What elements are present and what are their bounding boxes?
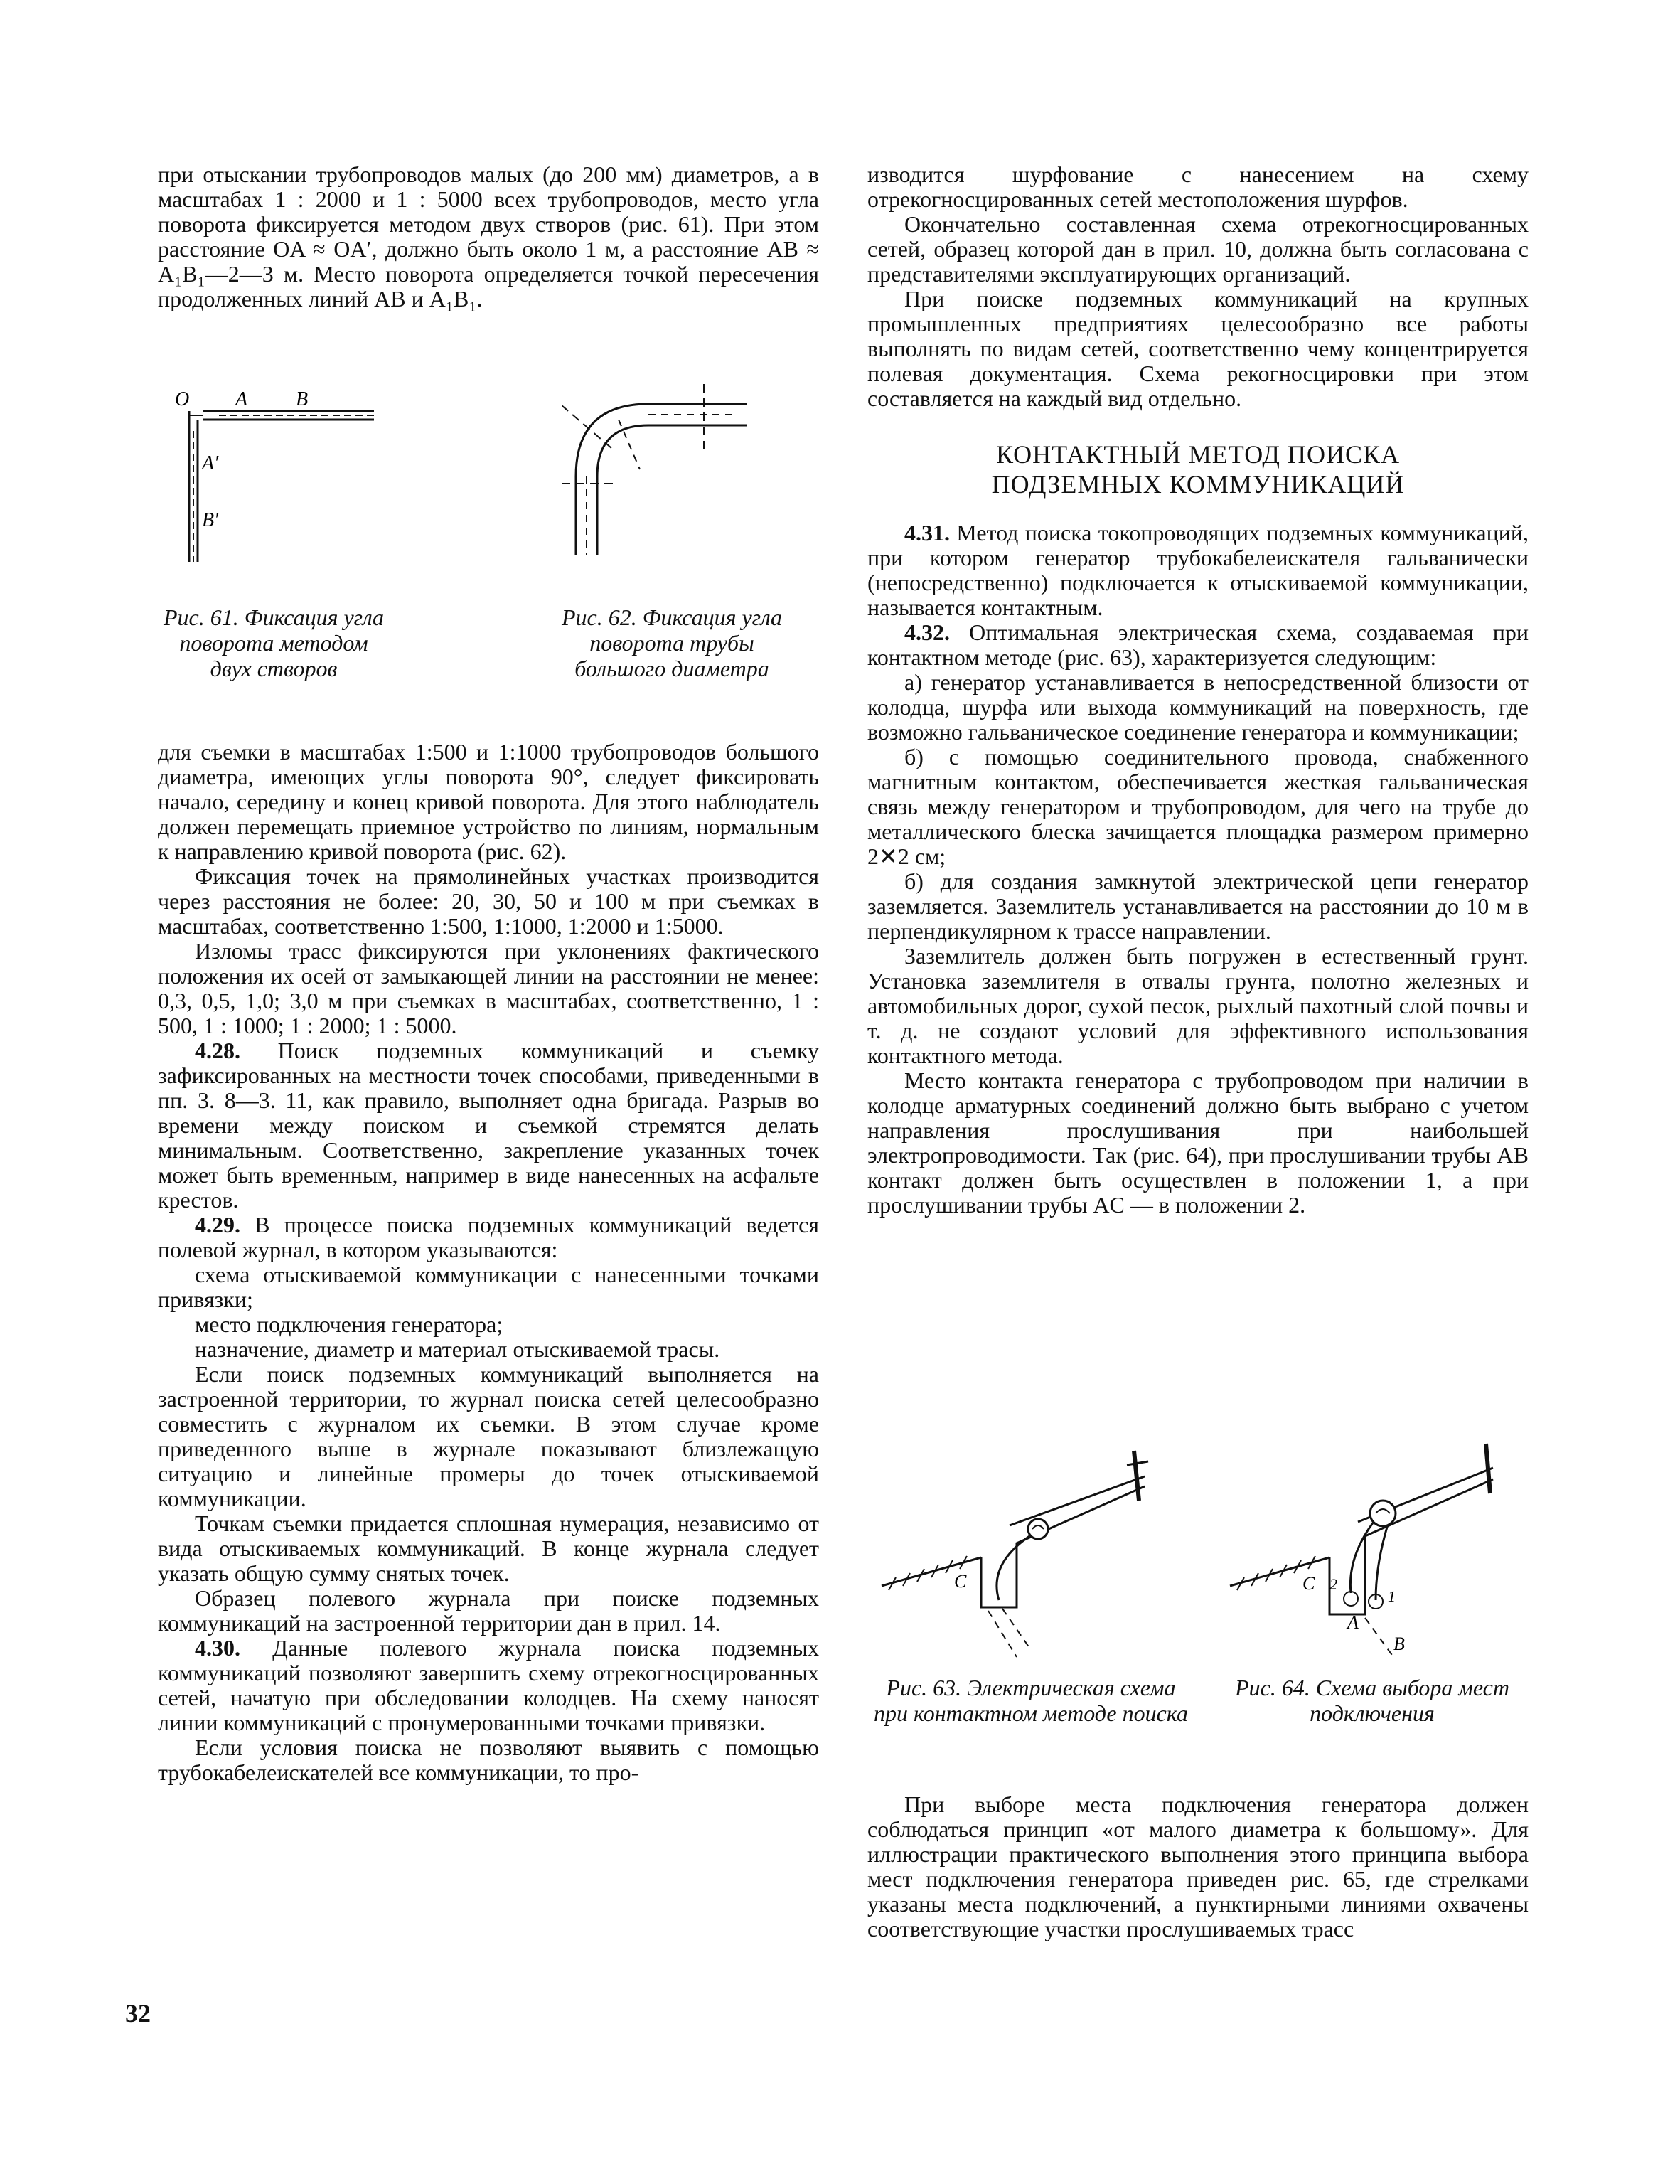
paragraph: Заземлитель должен быть погружен в естественный грунт. Установка заземлителя в отвалы грунта, полотно железных и автомобильных дорог, сухой песок, рыхлый пахотный слой почвы и т. д. не создают условий для эффективного использования контактного метода. [867, 943, 1529, 1068]
figure-61-drawing [168, 377, 381, 576]
paragraph: Точкам съемки придается сплошная нумерация, независимо от вида отыскиваемых коммуникаций. В конце журнала следует указать общую сумму снятых точек. [158, 1511, 819, 1586]
paragraph: При выборе места подключения генератора должен соблюдаться принцип «от малого диаметра к большому». Для иллюстрации практического выполнения этого принципа выбора мест подключения генератора приведен рис. 65, где стрелками указаны места подключений, а пунктирными линиями охвачены соответствующие участки прослушиваемых трасс [867, 1791, 1529, 1941]
figure-64-drawing [1223, 1415, 1521, 1664]
list-item: а) генератор устанавливается в непосредственной близости от колодца, шурфа или выхода коммуникаций на поверхность, где возможно гальваническое соединение генератора и коммуникации; [867, 669, 1529, 745]
paragraph-4-30 [158, 1636, 819, 1735]
heading-line: ПОДЗЕМНЫХ КОММУНИКАЦИЙ [991, 470, 1405, 499]
list-item: схема отыскиваемой коммуникации с нанесенными точками привязки; [158, 1262, 819, 1312]
paragraph: Фиксация точек на прямолинейных участках производится через расстояния не более: 20, 30, 50 и 100 м при съемках в масштабах, соответственно 1:500, 1:1000, 1:2000 и 1:5000. [158, 863, 819, 939]
paragraph: Изломы трасс фиксируются при уклонениях фактического положения их осей от замыкающей линии на расстоянии не менее: 0,3, 0,5, 1,0; 3,0 м при съемках в масштабах, соответственно, 1 : 500, 1 : 1000; 1 : 2000; 1 : 5000. [158, 938, 819, 1038]
paragraph: изводится шурфование с нанесением на схему отрекогносцированных сетей местоположения шурфов. [867, 161, 1529, 212]
paragraph: Окончательно составленная схема отрекогносцированных сетей, образец которой дан в прил. 10, должна быть согласована с представителями эксплуатирующих организаций. [867, 211, 1529, 287]
section-number: 4.31. [904, 520, 950, 545]
paragraph-text: Метод поиска токопроводящих подземных коммуникаций, при котором генератор трубокабелеискателя гальванически (непосредственно) подключается к отыскиваемой коммуникации, называется контактным. [867, 520, 1529, 620]
paragraph: при отыскании трубопроводов малых (до 200 мм) диаметров, а в масштабах 1 : 2000 и 1 : 5000 всех трубопроводов, место угла поворота фиксируется методом двух створов (рис. 61). При этом расстояние OA ≈ OA′, должно быть около 1 м, а расстояние AB ≈ A₁B₁—2—3 м. Место поворота определяется точкой пересечения продолженных линий AB и A₁B₁. [158, 161, 819, 311]
paragraph: Образец полевого журнала при поиске подземных коммуникаций на застроенной территории дан в прил. 14. [158, 1585, 819, 1636]
figure-61 [168, 377, 381, 576]
fig61-label-b1: B′ [202, 509, 219, 531]
paragraph: Место контакта генератора с трубопроводом при наличии в колодце арматурных соединений должно быть выбрано с учетом направления прослушивания при наибольшей электропроводимости. Так (рис. 64), при прослушивании трубы AB контакт должен быть осуществлен в положении 1, а при прослушивании трубы AC — в положении 2. [867, 1067, 1529, 1218]
section-number: 4.29. [195, 1212, 240, 1237]
fig64-label-b: B [1393, 1634, 1405, 1654]
figure-61-caption: Рис. 61. Фиксация угла поворота методом двух створов [163, 604, 385, 681]
figure-62-drawing [562, 370, 761, 562]
figure-62-caption: Рис. 62. Фиксация угла поворота трубы большого диаметра [561, 604, 783, 681]
paragraph-4-28 [158, 1038, 819, 1213]
figure-63-caption: Рис. 63. Электрическая схема при контактном методе поиска [874, 1675, 1188, 1726]
figure-63-drawing [874, 1422, 1187, 1664]
paragraph: Если поиск подземных коммуникаций выполняется на застроенной территории, то журнал поиска сетей целесообразно совместить с журналом их съемки. В этом случае кроме приведенного выше в журнале показывают близлежащую ситуацию и линейные промеры до точек отыскиваемой коммуникации. [158, 1361, 819, 1511]
left-column-lower [158, 740, 819, 1785]
paragraph-4-29 [158, 1213, 819, 1262]
paragraph-text: Данные полевого журнала поиска подземных коммуникаций позволяют завершить схему отрекогносцированных сетей, начатую при обследовании колодцев. На схему наносят линии коммуникаций с пронумерованными точками привязки. [158, 1635, 820, 1735]
paragraph: для съемки в масштабах 1:500 и 1:1000 трубопроводов большого диаметра, имеющих углы поворота 90°, следует фиксировать начало, середину и конец кривой поворота. Для этого наблюдатель должен перемещать приемное устройство по линиям, нормальным к направлению кривой поворота (рис. 62). [158, 739, 819, 864]
paragraph-text: Оптимальная электрическая схема, создаваемая при контактном методе (рис. 63), характеризуется следующим: [867, 619, 1529, 670]
list-item: б) с помощью соединительного провода, снабженного магнитным контактом, обеспечивается жесткая гальваническая связь между генератором и трубопроводом, для чего на трубе до металлического блеска зачищается площадка размером примерно 2✕2 см; [867, 744, 1529, 869]
fig61-label-b: B [296, 388, 309, 410]
right-column-lower [867, 1792, 1529, 1941]
section-number: 4.32. [904, 619, 950, 645]
section-number: 4.30. [195, 1635, 240, 1661]
right-column [867, 162, 1529, 1218]
fig64-label-c: C [1302, 1573, 1315, 1594]
figure-64 [1223, 1415, 1521, 1664]
figure-63 [874, 1422, 1187, 1664]
paragraph: Если условия поиска не позволяют выявить с помощью трубокабелеискателей все коммуникации, то про- [158, 1735, 819, 1785]
heading-line: КОНТАКТНЫЙ МЕТОД ПОИСКА [996, 440, 1400, 469]
fig63-label-c: C [954, 1571, 967, 1592]
list-item: место подключения генератора; [195, 1311, 503, 1337]
left-column [158, 162, 819, 311]
fig61-label-a1: A′ [202, 452, 219, 474]
fig61-label-a: A [235, 388, 248, 410]
list-item: б) для создания замкнутой электрической цепи генератор заземляется. Заземлитель устанавливается на расстоянии до 10 м в перпендикулярном к трассе направлении. [867, 868, 1529, 944]
paragraph-4-32 [867, 620, 1529, 670]
paragraph-text: В процессе поиска подземных коммуникаций ведется полевой журнал, в котором указываются: [158, 1212, 820, 1262]
fig64-label-a: A [1347, 1612, 1359, 1633]
fig64-label-2: 2 [1329, 1575, 1337, 1593]
figure-62 [562, 370, 761, 562]
section-heading [867, 440, 1529, 499]
fig61-label-o: O [175, 388, 190, 410]
figure-64-caption: Рис. 64. Схема выбора мест подключения [1235, 1675, 1509, 1726]
list-item: назначение, диаметр и материал отыскиваемой трасы. [195, 1336, 720, 1362]
fig64-label-1: 1 [1388, 1587, 1396, 1605]
page-number: 32 [125, 1999, 151, 2028]
paragraph-text: Поиск подземных коммуникаций и съемку зафиксированных на местности точек способами, приведенными в пп. 3. 8—3. 11, как правило, выполняет одна бригада. Разрыв во времени между поиском и съемкой стремятся делать минимальным. Соответственно, закрепление указанных точек может быть временным, например в виде нанесенных на асфальте крестов. [158, 1038, 820, 1213]
paragraph-4-31 [867, 521, 1529, 620]
section-number: 4.28. [195, 1038, 240, 1063]
paragraph: При поиске подземных коммуникаций на крупных промышленных предприятиях целесообразно все работы выполнять по видам сетей, соответственно чему концентрируется полевая документация. Схема рекогносцировки при этом составляется на каждый вид отдельно. [867, 286, 1529, 411]
